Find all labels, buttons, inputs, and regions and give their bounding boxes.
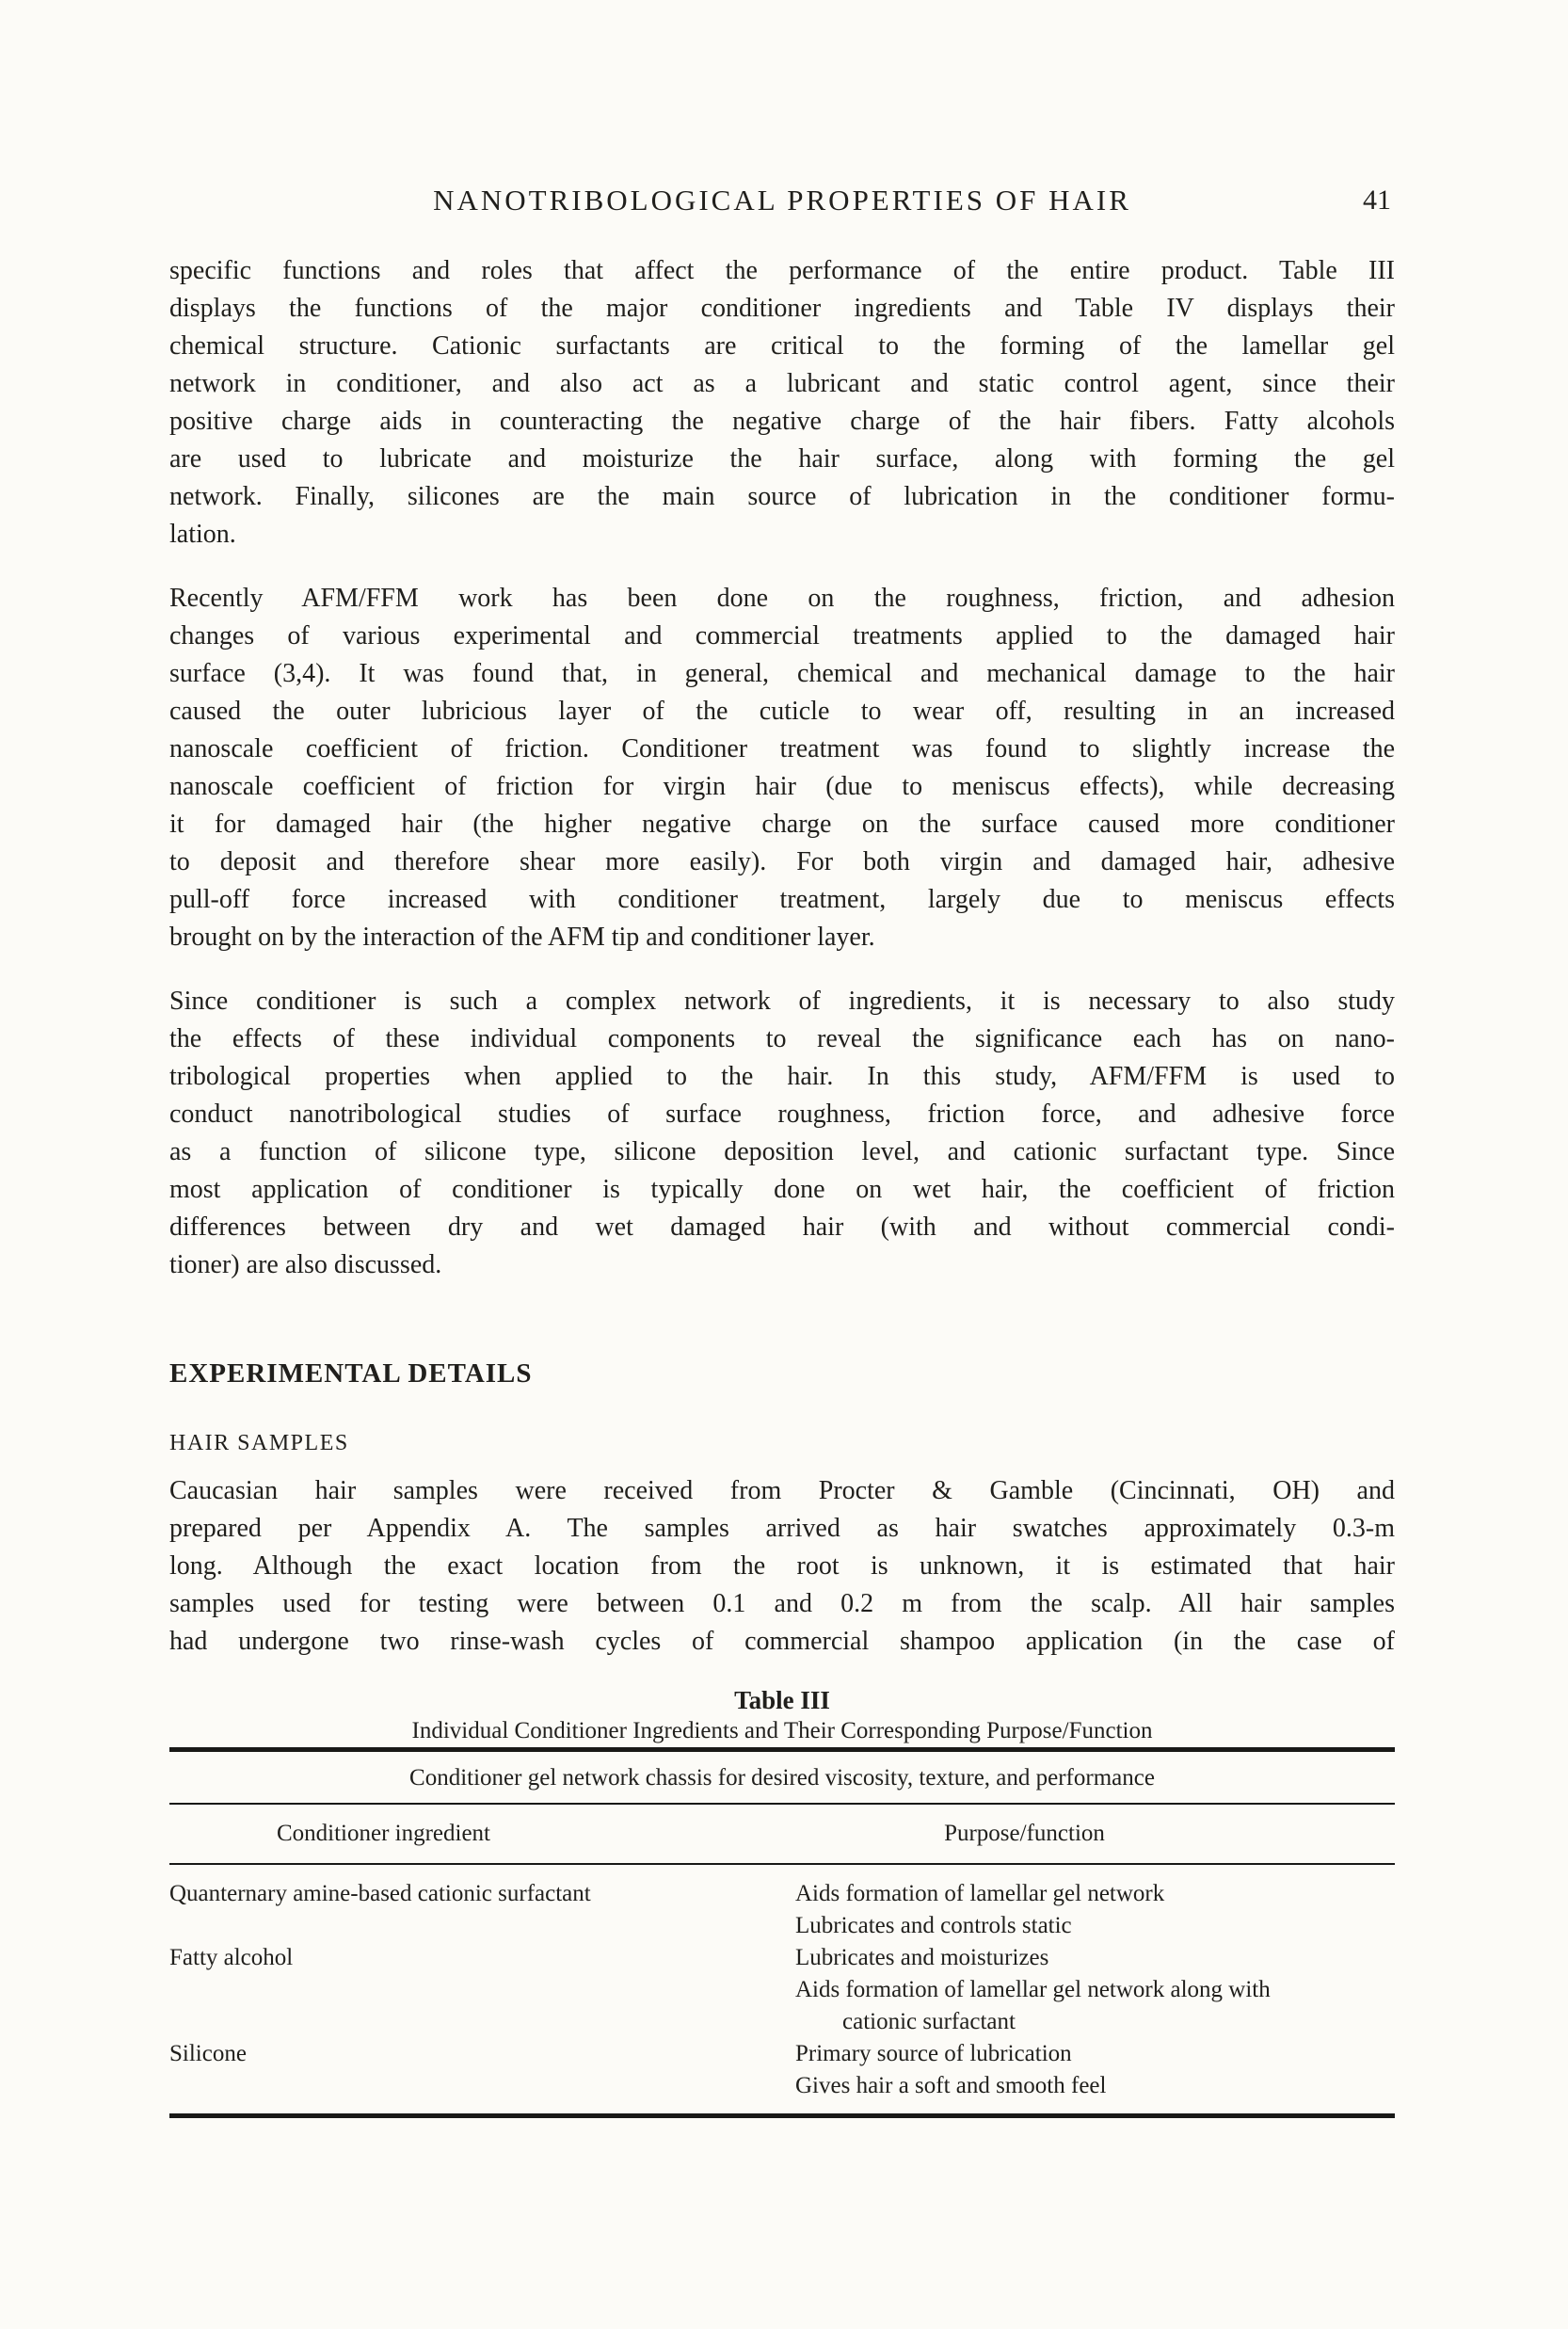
- table-row: [169, 1878, 1395, 1942]
- text-line: surface (3,4). It was found that, in general, chemical and mechanical damage to the hair: [169, 659, 1395, 688]
- column-header-ingredient-label: Conditioner ingredient: [276, 1821, 491, 1846]
- text-line: as a function of silicone type, silicone deposition level, and cationic surfactant type. Since: [169, 1137, 1395, 1166]
- table-row: [169, 2038, 1395, 2102]
- table-column-headers: [169, 1805, 1395, 1863]
- table-spanning-header: Conditioner gel network chassis for desired viscosity, texture, and performance: [409, 1765, 1155, 1791]
- text-line: positive charge aids in counteracting the negative charge of the hair fibers. Fatty alcohols: [169, 407, 1395, 436]
- text-line: nanoscale coefficient of friction for virgin hair (due to meniscus effects), while decreasing: [169, 772, 1395, 801]
- text-line: brought on by the interaction of the AFM tip and conditioner layer.: [169, 923, 875, 952]
- column-header-purpose-label: Purpose/function: [944, 1821, 1105, 1846]
- text-line: prepared per Appendix A. The samples arrived as hair swatches approximately 0.3-m: [169, 1514, 1395, 1543]
- text-line: it for damaged hair (the higher negative charge on the surface caused more conditioner: [169, 810, 1395, 839]
- text-line: most application of conditioner is typically done on wet hair, the coefficient of friction: [169, 1175, 1395, 1204]
- page-number: 41: [1363, 185, 1391, 216]
- table-body: [169, 1865, 1395, 2113]
- text-line: tribological properties when applied to the hair. In this study, AFM/FFM is used to: [169, 1062, 1395, 1091]
- text-line: chemical structure. Cationic surfactants are critical to the forming of the lamellar gel: [169, 331, 1395, 361]
- text-line: samples used for testing were between 0.1 and 0.2 m from the scalp. All hair samples: [169, 1589, 1395, 1618]
- running-head: [169, 185, 1395, 217]
- text-line: to deposit and therefore shear more easily). For both virgin and damaged hair, adhesive: [169, 847, 1395, 876]
- purpose-line: Lubricates and moisturizes: [795, 1945, 1049, 1970]
- text-line: Caucasian hair samples were received from Procter & Gamble (Cincinnati, OH) and: [169, 1476, 1395, 1505]
- column-header-purpose: [795, 1820, 1395, 1848]
- purpose-cell: [795, 1878, 1395, 1942]
- purpose-line: Lubricates and controls static: [795, 1913, 1072, 1938]
- text-line: conduct nanotribological studies of surface roughness, friction force, and adhesive force: [169, 1100, 1395, 1129]
- running-title: NANOTRIBOLOGICAL PROPERTIES OF HAIR: [433, 184, 1131, 217]
- ingredient-cell: Quanternary amine-based cationic surfactant: [169, 1881, 591, 1906]
- text-line: had undergone two rinse-wash cycles of commercial shampoo application (in the case of: [169, 1627, 1395, 1656]
- text-line: pull-off force increased with conditioner treatment, largely due to meniscus effects: [169, 885, 1395, 914]
- paragraph-study-scope: [169, 983, 1395, 1284]
- text-line: displays the functions of the major conditioner ingredients and Table IV displays their: [169, 294, 1395, 323]
- text-line: network in conditioner, and also act as a lubricant and static control agent, since their: [169, 369, 1395, 398]
- purpose-line: Aids formation of lamellar gel network along with: [795, 1977, 1271, 2002]
- text-line: are used to lubricate and moisturize the hair surface, along with forming the gel: [169, 444, 1395, 474]
- paragraph-afm-ffm-work: [169, 580, 1395, 956]
- text-line: changes of various experimental and commercial treatments applied to the damaged hair: [169, 621, 1395, 651]
- text-line: caused the outer lubricious layer of the cuticle to wear off, resulting in an increased: [169, 697, 1395, 726]
- section-heading-experimental-details: EXPERIMENTAL DETAILS: [169, 1358, 533, 1389]
- text-column: [169, 185, 1395, 2118]
- table-iii: [169, 1685, 1395, 2118]
- paragraph-hair-samples: [169, 1472, 1395, 1661]
- purpose-line: Aids formation of lamellar gel network: [795, 1881, 1165, 1906]
- purpose-line-continuation: cationic surfactant: [842, 2009, 1016, 2034]
- text-line: Since conditioner is such a complex network of ingredients, it is necessary to also study: [169, 987, 1395, 1016]
- text-line: specific functions and roles that affect the performance of the entire product. Table III: [169, 256, 1395, 285]
- text-line: tioner) are also discussed.: [169, 1250, 442, 1279]
- subsection-heading-hair-samples: HAIR SAMPLES: [169, 1431, 349, 1455]
- text-line: Recently AFM/FFM work has been done on the roughness, friction, and adhesion: [169, 584, 1395, 613]
- column-header-ingredient: [169, 1820, 795, 1848]
- purpose-line: Gives hair a soft and smooth feel: [795, 2073, 1107, 2098]
- text-line: differences between dry and wet damaged hair (with and without commercial condi-: [169, 1213, 1395, 1242]
- text-line: the effects of these individual components to reveal the significance each has on nano-: [169, 1024, 1395, 1053]
- text-line: lation.: [169, 520, 236, 549]
- ingredient-cell: Fatty alcohol: [169, 1945, 294, 1970]
- text-line: long. Although the exact location from the root is unknown, it is estimated that hair: [169, 1551, 1395, 1581]
- purpose-cell: [795, 1942, 1395, 2038]
- text-line: nanoscale coefficient of friction. Conditioner treatment was found to slightly increase the: [169, 734, 1395, 763]
- table-row: [169, 1942, 1395, 2038]
- purpose-cell: [795, 2038, 1395, 2102]
- table-subtitle: Individual Conditioner Ingredients and Their Corresponding Purpose/Function: [411, 1718, 1153, 1743]
- paragraph-intro: [169, 252, 1395, 554]
- purpose-line: Primary source of lubrication: [795, 2041, 1072, 2066]
- text-line: network. Finally, silicones are the main source of lubrication in the conditioner formu-: [169, 482, 1395, 511]
- table-bottom-rule: [169, 2113, 1395, 2118]
- ingredient-cell: Silicone: [169, 2041, 247, 2066]
- table-title: Table III: [734, 1686, 830, 1714]
